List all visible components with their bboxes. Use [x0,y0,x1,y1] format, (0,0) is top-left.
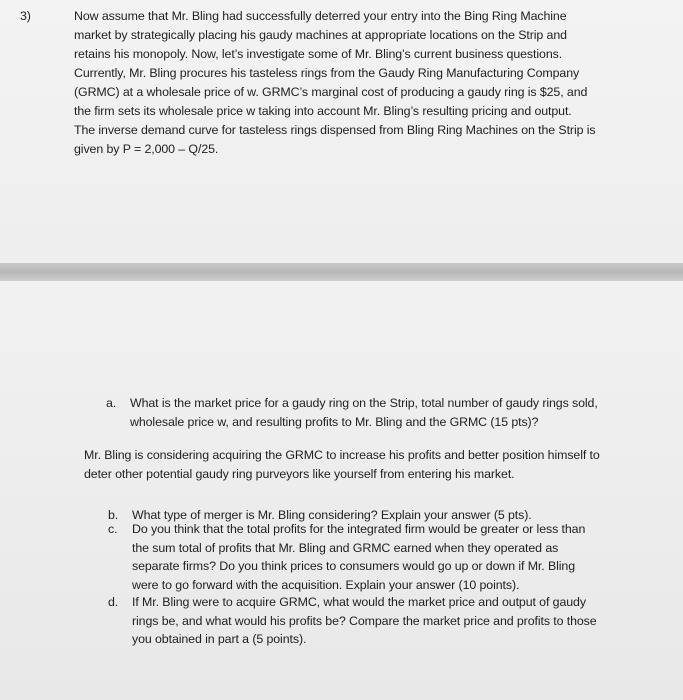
merger-paragraph [84,446,600,484]
part-b-line: What type of merger is Mr. Bling considering? Explain your answer (5 pts). [132,508,532,522]
part-d-line: rings be, and what would his profits be? Compare the market price and profits to those [132,613,597,628]
question-line: the firm sets its wholesale price w taking into account Mr. Bling’s resulting pricing and output. [74,104,572,118]
question-line: (GRMC) at a wholesale price of w. GRMC’s marginal cost of producing a gaudy ring is $25, and [74,85,588,99]
question-line: market by strategically placing his gaudy machines at appropriate locations on the Strip and [74,28,567,42]
part-d-line: If Mr. Bling were to acquire GRMC, what would the market price and output of gaudy [132,595,586,609]
part-c-line: Do you think that the total profits for the integrated firm would be greater or less than [132,522,586,536]
question-line: Currently, Mr. Bling procures his tasteless rings from the Gaudy Ring Manufacturing Company [74,66,580,80]
question-line: retains his monopoly. Now, let’s investigate some of Mr. Bling’s current business questions. [74,47,563,61]
merger-paragraph-line: deter other potential gaudy ring purveyors like yourself from entering his market. [84,467,515,481]
part-a-line: What is the market price for a gaudy ring on the Strip, total number of gaudy rings sold, [130,396,598,410]
page-divider [0,263,683,281]
merger-paragraph-line: Mr. Bling is considering acquiring the GRMC to increase his profits and better position himself to [84,448,600,462]
question-number: 3) [20,9,31,23]
part-c-line: the sum total of profits that Mr. Bling and GRMC earned when they operated as [132,540,559,555]
part-c-line: were to go forward with the acquisition. Explain your answer (10 points). [132,577,520,592]
part-d-label: d. [108,595,119,609]
question-line: The inverse demand curve for tasteless rings dispensed from Bling Ring Machines on the Strip is [74,123,596,137]
question-line: Now assume that Mr. Bling had successfully deterred your entry into the Bing Ring Machine [74,9,567,23]
part-d-line: you obtained in part a (5 points). [132,632,307,646]
question-body [74,7,596,159]
part-a-line: wholesale price w, and resulting profits to Mr. Bling and the GRMC (15 pts)? [130,414,539,429]
part-c-line: separate firms? Do you think prices to consumers would go up or down if Mr. Bling [132,559,575,573]
part-b-label: b. [108,508,119,522]
part-c-label: c. [108,522,118,536]
part-a-label: a. [106,396,117,410]
question-line: given by P = 2,000 – Q/25. [74,142,219,156]
